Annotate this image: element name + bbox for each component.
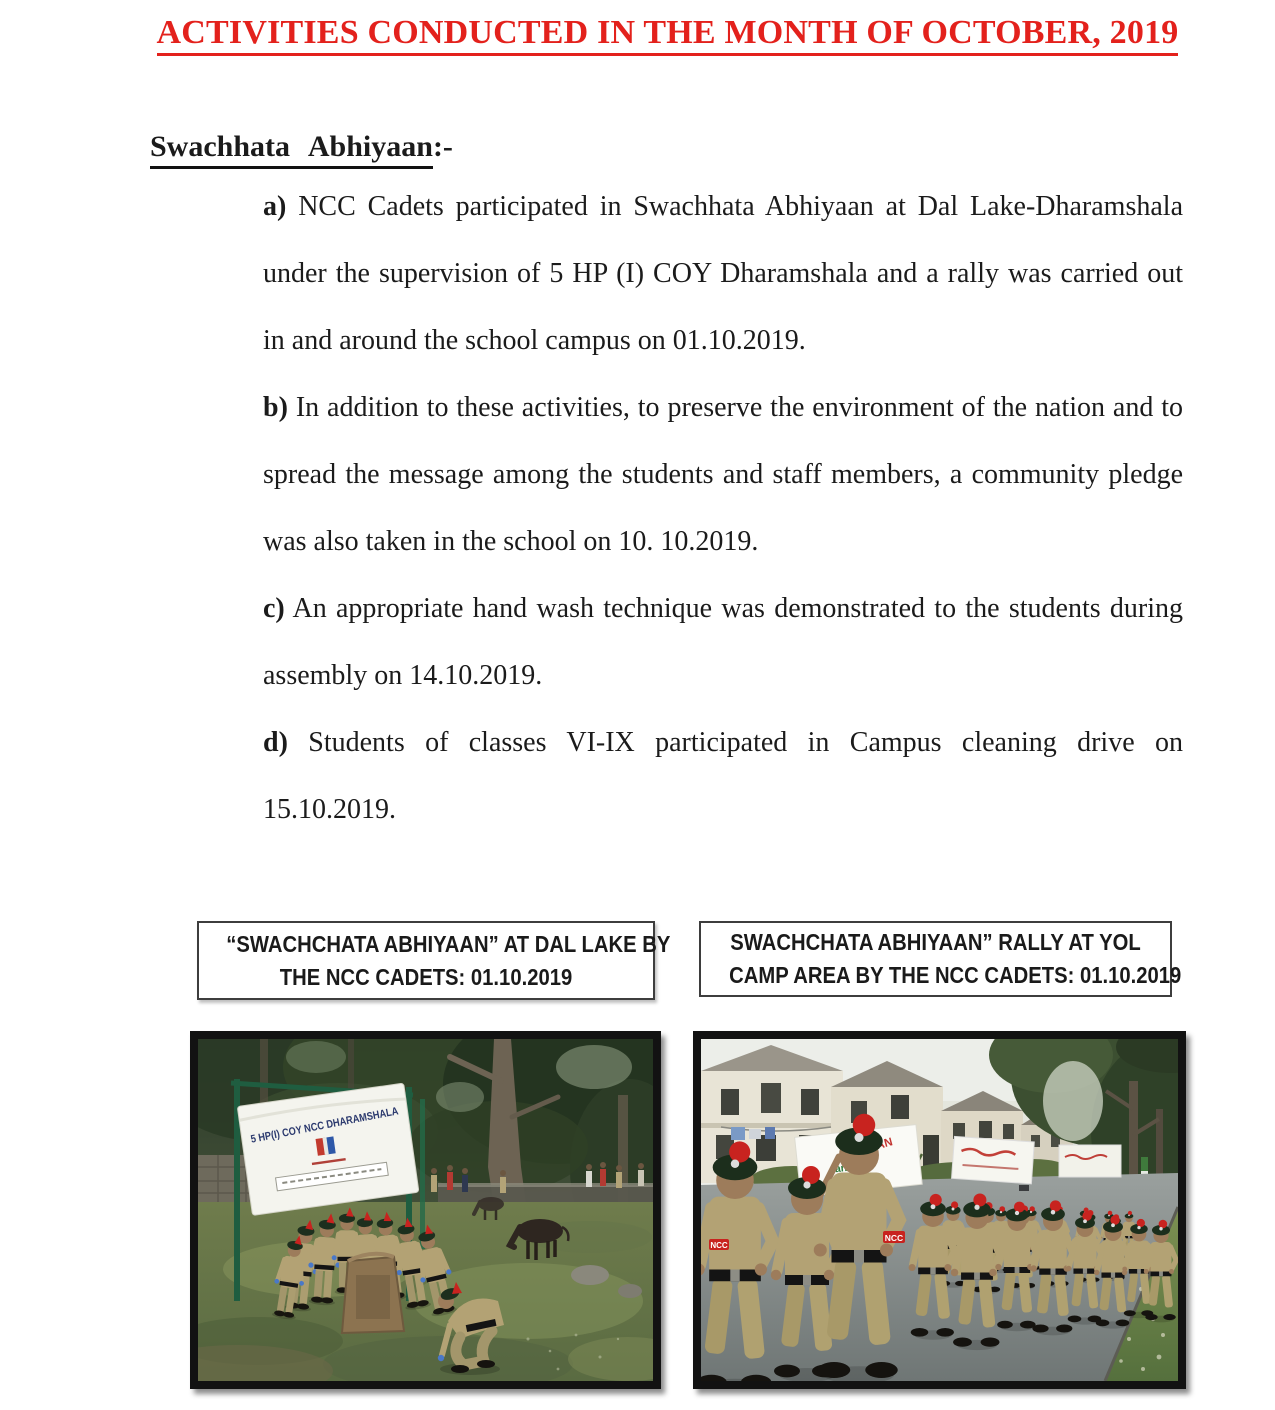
paragraph-d-label: d) [263,727,288,758]
ncc-crest [316,1136,336,1155]
paragraph-d [263,709,1183,843]
section-heading [150,130,453,164]
body-paragraphs [263,173,1183,843]
paragraph-a [263,173,1183,374]
rock [571,1265,609,1285]
photo-yol-rally-scene [701,1039,1178,1381]
paragraph-c [263,575,1183,709]
paragraph-d-text: Students of classes VI-IX participated in Campus cleaning drive on 15.10.2019. [263,727,1183,825]
paragraph-b-label: b) [263,392,288,423]
caption-dal-lake-line1: “SWACHCHATA ABHIYAAN” AT DAL LAKE BY [226,930,671,957]
caption-box-yol-rally [699,921,1182,997]
paragraph-a-text: NCC Cadets participated in Swachhata Abhiyaan at Dal Lake-Dharamshala under the supervision of 5 HP (I) COY Dharamshala and a rally was carried out in and around the school campus on 01.10.2019. [263,191,1183,356]
ncc-shoulder-patch: NCC [884,1233,904,1243]
distant-motorbike [1019,1185,1029,1191]
title-row [150,14,1185,52]
caption-dal-lake-line2: THE NCC CADETS: 01.10.2019 [279,963,573,990]
photo-dal-lake-cleanup [190,1031,661,1389]
paragraph-b [263,374,1183,575]
section-heading-text: Swachhata Abhiyaan [150,130,433,169]
photo-dal-lake-scene [198,1039,653,1381]
section-heading-suffix: :- [432,130,453,163]
paragraph-c-text: An appropriate hand wash technique was demonstrated to the students during assembly on 14.10.2019. [263,593,1183,691]
rally-banner-2 [952,1136,1035,1183]
jute-sack [342,1254,404,1333]
banner-text: 5 HP(I) COY NCC DHARAMSHALA [249,1099,428,1146]
paragraph-b-text: In addition to these activities, to preserve the environment of the nation and to spread the message among the students and staff members, a community pledge was also taken in the school on 10. 10.2019. [263,392,1183,557]
paragraph-c-label: c) [263,593,285,624]
paragraph-a-label: a) [263,191,287,222]
rally-banner-3 [1059,1145,1121,1177]
ncc-shoulder-patch: NCC [710,1241,728,1250]
caption-yol-rally-line2: CAMP AREA BY THE NCC CADETS: 01.10.2019 [729,962,1182,988]
page-title: ACTIVITIES CONDUCTED IN THE MONTH OF OCTOBER, 2019 [157,14,1179,56]
caption-yol-rally-line1: SWACHCHATA ABHIYAAN” RALLY AT YOL [730,929,1141,955]
banner-dharamshala [237,1083,428,1215]
photo-yol-rally [693,1031,1186,1389]
caption-box-dal-lake [197,921,671,1000]
